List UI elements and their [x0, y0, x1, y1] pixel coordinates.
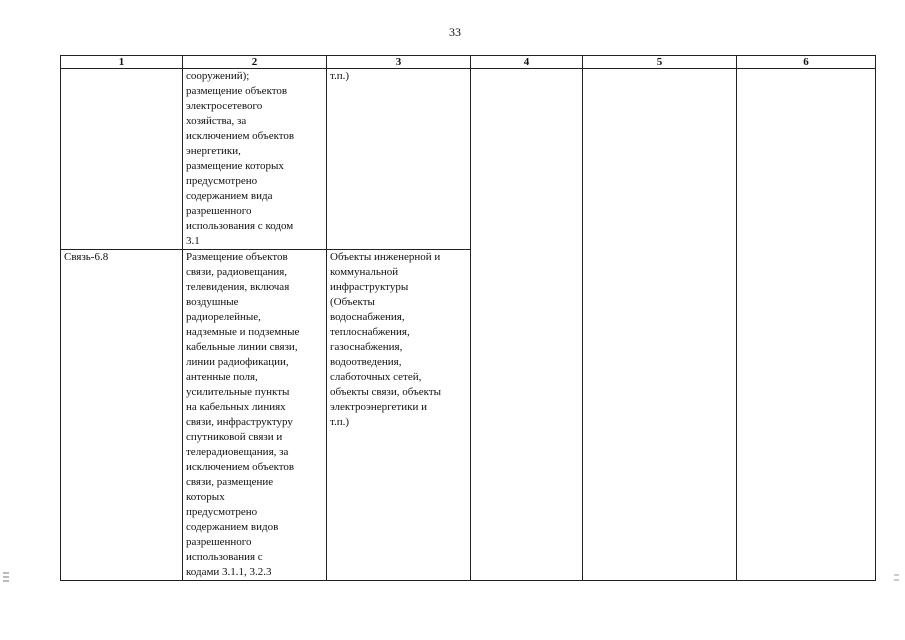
scan-mark-icon — [893, 572, 901, 586]
text-line: коммунальной — [330, 266, 399, 278]
text-line: использования с — [186, 551, 263, 563]
cell-objects — [327, 250, 471, 581]
text-line: размещение которых — [186, 160, 284, 172]
text-line: воздушные — [186, 296, 239, 308]
cell-col-6 — [737, 69, 876, 581]
text-line: Объекты инженерной и — [330, 251, 441, 263]
cell-objects — [327, 69, 471, 250]
text-line: Размещение объектов — [186, 251, 288, 263]
header-row — [61, 56, 876, 69]
text-line: газоснабжения, — [330, 341, 403, 353]
table-row — [61, 69, 876, 250]
header-col-1: 1 — [61, 56, 183, 69]
left-margin-mark — [2, 570, 10, 586]
text-line: линии радиофикации, — [186, 356, 289, 368]
text-line: усилительные пункты — [186, 386, 290, 398]
text-line: хозяйства, за — [186, 115, 247, 127]
text-line: содержанием видов — [186, 521, 279, 533]
text-line: электросетевого — [186, 100, 263, 112]
text-line: телерадиовещания, за — [186, 446, 289, 458]
text-line: использования с кодом — [186, 220, 294, 232]
text-line: 3.1 — [186, 235, 200, 247]
text-line: энергетики, — [186, 145, 241, 157]
text-line: размещение объектов — [186, 85, 288, 97]
text-line: исключением объектов — [186, 130, 295, 142]
regulations-table — [60, 55, 876, 581]
text-line: разрешенного — [186, 205, 252, 217]
text-line: кодами 3.1.1, 3.2.3 — [186, 566, 272, 578]
text-line: радиорелейные, — [186, 311, 261, 323]
text-line: инфраструктуры — [330, 281, 409, 293]
text-line: т.п.) — [330, 416, 350, 428]
text-line: водоотведения, — [330, 356, 402, 368]
text-line: содержанием вида — [186, 190, 273, 202]
text-line: которых — [186, 491, 225, 503]
text-line: связи, инфраструктуру — [186, 416, 293, 428]
cell-use-type: Связь-6.8 — [61, 250, 183, 581]
text-line: антенные поля, — [186, 371, 258, 383]
cell-use-type — [61, 69, 183, 250]
text-line: исключением объектов — [186, 461, 295, 473]
text-line: теплоснабжения, — [330, 326, 410, 338]
text-line: (Объекты — [330, 296, 375, 308]
text-line: спутниковой связи и — [186, 431, 283, 443]
text-line: кабельные линии связи, — [186, 341, 298, 353]
cell-col-5 — [583, 69, 737, 581]
text-line: т.п.) — [330, 70, 350, 82]
text-line: на кабельных линиях — [186, 401, 286, 413]
cell-description — [183, 69, 327, 250]
text-line: предусмотрено — [186, 506, 258, 518]
header-col-4: 4 — [471, 56, 583, 69]
text-line: связи, размещение — [186, 476, 274, 488]
text-line: слаботочных сетей, — [330, 371, 422, 383]
header-col-3: 3 — [327, 56, 471, 69]
page-number: 33 — [449, 25, 461, 39]
text-line: связи, радиовещания, — [186, 266, 288, 278]
text-line: объекты связи, объекты — [330, 386, 442, 398]
scan-mark-icon — [2, 570, 10, 584]
right-margin-mark — [893, 572, 901, 588]
header-col-2: 2 — [183, 56, 327, 69]
text-line: надземные и подземные — [186, 326, 300, 338]
text-line: сооружений); — [186, 70, 250, 82]
text-line: электроэнергетики и — [330, 401, 427, 413]
header-col-5: 5 — [583, 56, 737, 69]
header-col-6: 6 — [737, 56, 876, 69]
text-line: водоснабжения, — [330, 311, 405, 323]
text-line: разрешенного — [186, 536, 252, 548]
text-line: предусмотрено — [186, 175, 258, 187]
cell-description — [183, 250, 327, 581]
text-line: телевидения, включая — [186, 281, 290, 293]
cell-col-4 — [471, 69, 583, 581]
